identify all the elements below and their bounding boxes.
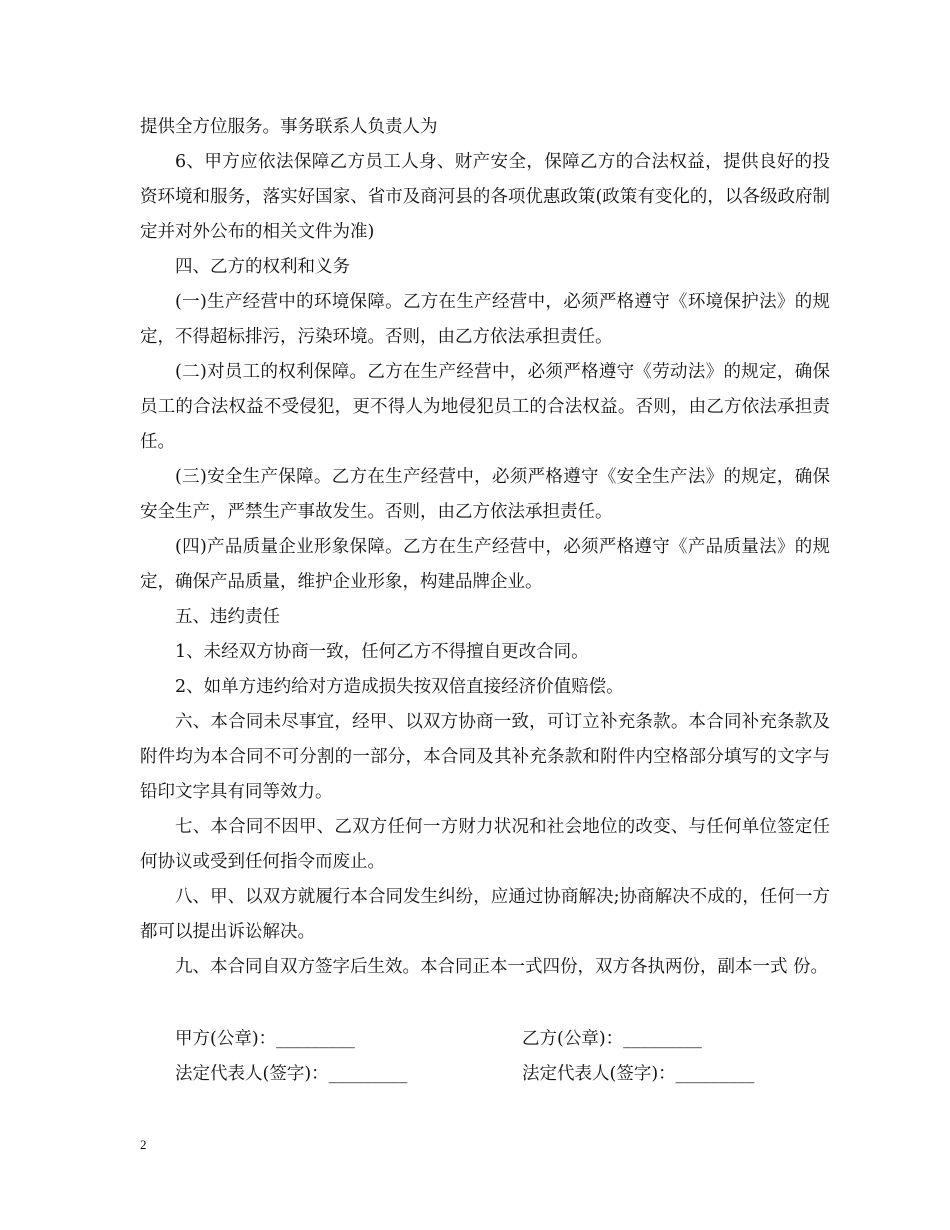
paragraph: (二)对员工的权利保障。乙方在生产经营中，必须严格遵守《劳动法》的规定，确保员工的合法权益不受侵犯，更不得人为地侵犯员工的合法权益。否则，由乙方依法承担责任。 xyxy=(140,362,830,452)
paragraph: 六、本合同未尽事宜，经甲、以双方协商一致，可订立补充条款。本合同补充条款及附件均为本合同不可分割的一部分，本合同及其补充条款和附件内空格部分填写的文字与铅印文字具有同等效力。 xyxy=(140,712,830,802)
paragraph: 七、本合同不因甲、乙双方任何一方财力状况和社会地位的改变、与任何单位签定任何协议或受到任何指令而废止。 xyxy=(140,817,830,872)
paragraph: 1、未经双方协商一致，任何乙方不得擅自更改合同。 xyxy=(175,642,589,662)
page-number: 2 xyxy=(140,1137,147,1152)
party-a-representative-line: 法定代表人(签字)：_________ xyxy=(175,1064,408,1084)
paragraph: 6、甲方应依法保障乙方员工人身、财产安全，保障乙方的合法权益，提供良好的投资环境和服务，落实好国家、省市及商河县的各项优惠政策(政策有变化的，以各级政府制定并对外公布的相关文件为准) xyxy=(140,152,830,242)
section-heading: 五、违约责任 xyxy=(175,607,280,627)
paragraph: (三)安全生产保障。乙方在生产经营中，必须严格遵守《安全生产法》的规定，确保安全生产，严禁生产事故发生。否则，由乙方依法承担责任。 xyxy=(140,467,830,522)
paragraph: 八、甲、以双方就履行本合同发生纠纷，应通过协商解决;协商解决不成的，任何一方都可以提出诉讼解决。 xyxy=(140,887,830,942)
paragraph: 2、如单方违约给对方造成损失按双倍直接经济价值赔偿。 xyxy=(175,677,624,697)
contract-body xyxy=(140,110,830,985)
paragraph: (四)产品质量企业形象保障。乙方在生产经营中，必须严格遵守《产品质量法》的规定，确保产品质量，维护企业形象，构建品牌企业。 xyxy=(140,537,830,592)
paragraph: (一)生产经营中的环境保障。乙方在生产经营中，必须严格遵守《环境保护法》的规定，不得超标排污，污染环境。否则，由乙方依法承担责任。 xyxy=(140,292,830,347)
party-a-seal-line: 甲方(公章)：_________ xyxy=(175,1029,355,1049)
section-heading: 四、乙方的权利和义务 xyxy=(175,257,350,277)
paragraph: 提供全方位服务。事务联系人负责人为 xyxy=(140,117,438,137)
paragraph: 九、本合同自双方签字后生效。本合同正本一式四份，双方各执两份，副本一式 份。 xyxy=(175,957,829,977)
party-b-representative-line: 法定代表人(签字)：_________ xyxy=(522,1064,755,1084)
party-b-seal-line: 乙方(公章)：_________ xyxy=(522,1029,702,1049)
